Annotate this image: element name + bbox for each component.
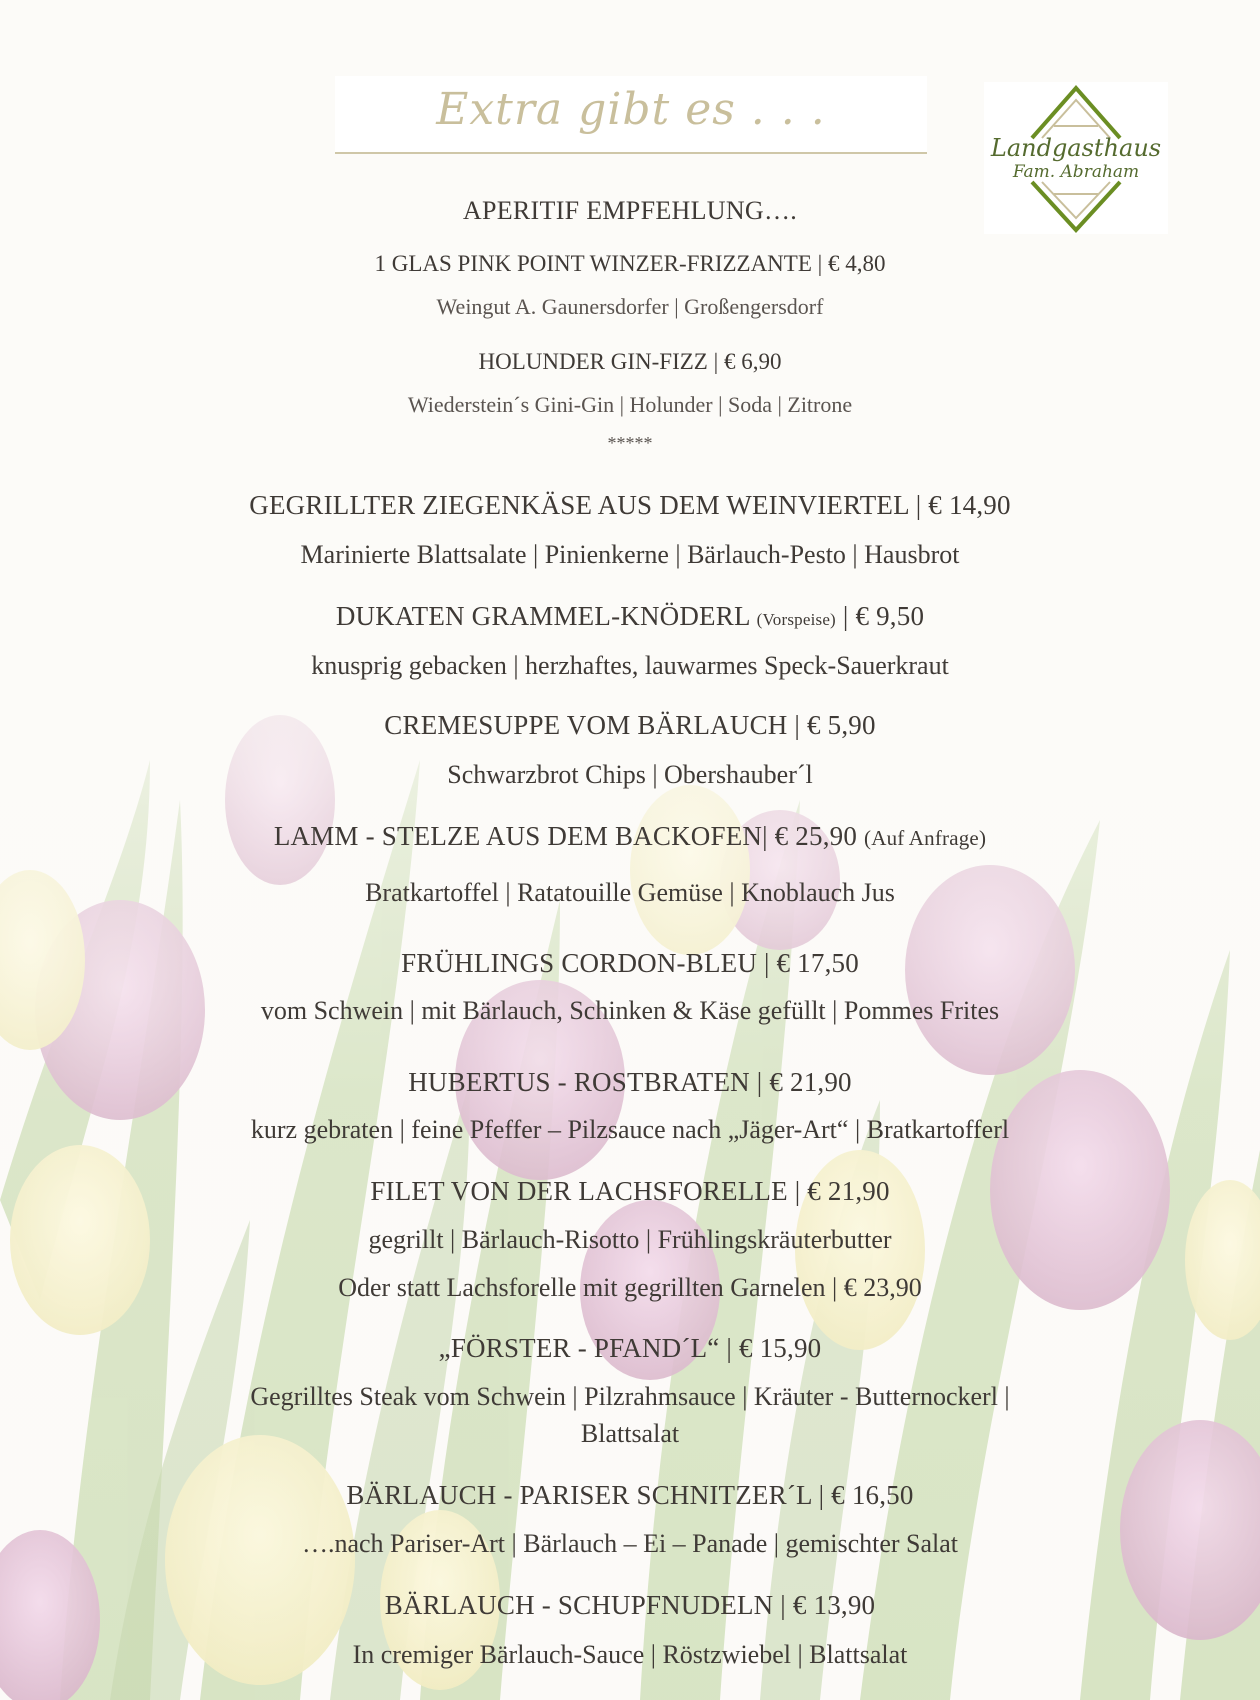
dish-title: GEGRILLTER ZIEGENKÄSE AUS DEM WEINVIERTEL | € 14,90 bbox=[249, 490, 1011, 520]
dish-description: Blattsalat bbox=[580, 1419, 680, 1448]
aperitif-item-subtitle: Wiederstein´s Gini-Gin | Holunder | Soda | Zitrone bbox=[407, 392, 853, 417]
dish-title bbox=[0, 821, 1260, 852]
logo-name-text: Landgasthaus bbox=[990, 134, 1162, 162]
dish-description: vom Schwein | mit Bärlauch, Schinken & Käse gefüllt | Pommes Frites bbox=[260, 996, 1000, 1025]
logo-family-text: Fam. Abraham bbox=[1012, 162, 1140, 182]
dish-title-note: (Vorspeise) bbox=[756, 610, 836, 629]
dish-description: Marinierte Blattsalate | Pinienkerne | Bärlauch-Pesto | Hausbrot bbox=[300, 540, 960, 569]
dish-description: Bratkartoffel | Ratatouille Gemüse | Knoblauch Jus bbox=[365, 878, 895, 907]
dish-description: ….nach Pariser-Art | Bärlauch – Ei – Panade | gemischter Salat bbox=[301, 1529, 959, 1558]
aperitif-item-title: HOLUNDER GIN-FIZZ | € 6,90 bbox=[478, 349, 782, 374]
dish-description: Schwarzbrot Chips | Obershauber´l bbox=[447, 760, 813, 789]
dish-description: knusprig gebacken | herzhaftes, lauwarmes Speck-Sauerkraut bbox=[311, 651, 949, 680]
dish-title: FRÜHLINGS CORDON-BLEU | € 17,50 bbox=[401, 948, 859, 978]
aperitif-heading: APERITIF EMPFEHLUNG…. bbox=[462, 196, 798, 225]
dish-title-note: (Auf Anfrage) bbox=[864, 826, 987, 850]
dish-title: „FÖRSTER - PFAND´L“ | € 15,90 bbox=[438, 1333, 822, 1363]
dish-title: HUBERTUS - ROSTBRATEN | € 21,90 bbox=[408, 1067, 852, 1097]
section-separator: ***** bbox=[607, 433, 653, 453]
dish-title bbox=[0, 601, 1260, 632]
dish-description: In cremiger Bärlauch-Sauce | Röstzwiebel | Blattsalat bbox=[352, 1640, 908, 1669]
dish-title-main: LAMM - STELZE AUS DEM BACKOFEN| € 25,90 bbox=[273, 821, 865, 851]
aperitif-item-title: 1 GLAS PINK POINT WINZER-FRIZZANTE | € 4,80 bbox=[374, 251, 886, 276]
dish-title-price: | € 9,50 bbox=[835, 601, 925, 631]
dish-description: Oder statt Lachsforelle mit gegrillten Garnelen | € 23,90 bbox=[338, 1273, 922, 1302]
dish-title-main: DUKATEN GRAMMEL-KNÖDERL bbox=[335, 601, 757, 631]
dish-title: FILET VON DER LACHSFORELLE | € 21,90 bbox=[370, 1176, 890, 1206]
aperitif-item-subtitle: Weingut A. Gaunersdorfer | Großengersdorf bbox=[436, 294, 824, 319]
banner-title: Extra gibt es . . . bbox=[436, 84, 826, 135]
dish-title: CREMESUPPE VOM BÄRLAUCH | € 5,90 bbox=[384, 710, 876, 740]
dish-description: kurz gebraten | feine Pfeffer – Pilzsauce nach „Jäger-Art“ | Bratkartofferl bbox=[250, 1115, 1010, 1144]
header-banner bbox=[335, 76, 927, 154]
dish-description: Gegrilltes Steak vom Schwein | Pilzrahmsauce | Kräuter - Butternockerl | bbox=[250, 1382, 1010, 1411]
dish-title: BÄRLAUCH - PARISER SCHNITZER´L | € 16,50 bbox=[346, 1480, 914, 1510]
dish-title: BÄRLAUCH - SCHUPFNUDELN | € 13,90 bbox=[384, 1590, 876, 1620]
dish-description: gegrillt | Bärlauch-Risotto | Frühlingskräuterbutter bbox=[368, 1225, 892, 1254]
